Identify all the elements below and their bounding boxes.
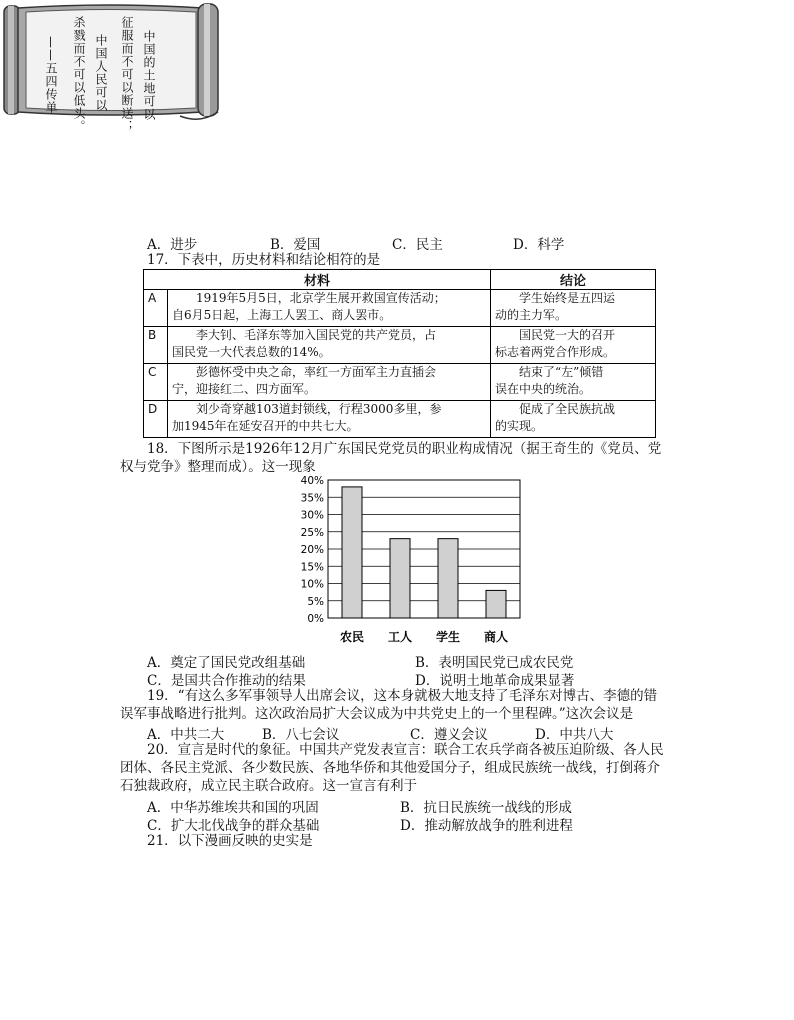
conclusion-line: 标志着两党合作形成。 (495, 345, 616, 359)
q18-option-b: B．表明国民党已成农民党 (415, 655, 574, 671)
scroll-illustration (0, 0, 224, 133)
q20-line-2: 团体、各民主党派、各少数民族、各地华侨和其他爱国分子，组成民族统一战线，打倒蒋介 (120, 760, 660, 776)
y-tick-label: 0% (307, 613, 324, 625)
y-tick-label: 35% (300, 492, 324, 505)
y-tick-label: 25% (300, 526, 324, 539)
material-line: 宁，迎接红二、四方面军。 (172, 382, 317, 396)
table-row (144, 401, 656, 438)
q18-line-1: 18．下图所示是1926年12月广东国民党党员的职业构成情况（据王奇生的《党员、党 (147, 441, 662, 457)
x-tick-label: 学生 (435, 630, 461, 644)
q16-option-b: B．爱国 (270, 237, 321, 253)
q20-option-a: A．中华苏维埃共和国的巩固 (147, 800, 319, 816)
conclusion-line: 学生始终是五四运 (519, 291, 616, 305)
conclusion-line: 结束了“左”倾错 (519, 365, 604, 379)
scroll-col-5: ——五四传单 (44, 36, 58, 114)
scroll-col-2: 征服而不可以断送； (120, 16, 134, 133)
conclusion-line: 误在中央的统治。 (495, 382, 592, 396)
q19-line-1: 19．“有这么多军事领导人出席会议，这本身就极大地支持了毛泽东对博古、李德的错 (147, 688, 658, 704)
q17-table (143, 269, 656, 438)
bar (390, 539, 410, 618)
table-row (144, 364, 656, 401)
row-label: B (144, 327, 168, 364)
scroll-graphic (0, 0, 224, 122)
q18-option-a: A．奠定了国民党改组基础 (147, 655, 306, 671)
y-tick-label: 20% (300, 544, 324, 556)
table-header-conclusion: 结论 (491, 270, 656, 290)
y-tick-label: 5% (307, 595, 324, 608)
q20-line-1: 20．宣言是时代的象征。中国共产党发表宣言：联合工农兵学商各被压迫阶级、各人民 (147, 742, 664, 758)
material-line: 自6月5日起，上海工人罢工、商人罢市。 (172, 308, 392, 322)
y-tick-label: 40% (300, 475, 324, 487)
q19-option-d: D．中共八大 (535, 727, 614, 743)
q20-line-3: 石独裁政府，成立民主联合政府。这一宣言有利于 (120, 778, 417, 794)
y-tick-label: 30% (300, 509, 324, 522)
table-header-material: 材料 (144, 270, 491, 290)
bar (438, 539, 458, 618)
q19-option-c: C．遵义会议 (410, 727, 488, 743)
material-line: 彭德怀受中央之命，率红一方面军主力直插会 (196, 365, 437, 379)
q19-option-a: A．中共二大 (147, 727, 225, 743)
bar (486, 590, 506, 618)
q19-line-2: 误军事战略进行批判。这次政治局扩大会议成为中共党史上的一个里程碑。”这次会议是 (120, 706, 634, 722)
bar (342, 487, 362, 618)
table-row (144, 327, 656, 364)
row-label: D (144, 401, 168, 438)
material-line: 加1945年在延安召开的中共七大。 (172, 419, 359, 433)
q19-option-b: B．八七会议 (262, 727, 340, 743)
x-tick-label: 农民 (339, 630, 365, 644)
q20-option-c: C．扩大北伐战争的群众基础 (147, 818, 320, 834)
material-line: 1919年5月5日，北京学生展开救国宣传活动； (196, 291, 446, 305)
row-label: A (144, 290, 168, 327)
material-line: 李大钊、毛泽东等加入国民党的共产党员，占 (196, 328, 437, 342)
q16-option-c: C．民主 (392, 237, 443, 253)
table-header-row (144, 270, 656, 290)
q18-line-2: 权与党争》整理而成）。这一现象 (120, 459, 316, 475)
row-label: C (144, 364, 168, 401)
q20-option-b: B．抗日民族统一战线的形成 (400, 800, 572, 816)
scroll-col-1: 中国的土地可以 (142, 30, 156, 121)
q16-option-d: D．科学 (513, 237, 565, 253)
conclusion-line: 促成了全民族抗战 (519, 402, 616, 416)
material-line: 国民党一大代表总数的14%。 (172, 345, 331, 359)
q18-option-c: C．是国共合作推动的结果 (147, 673, 306, 689)
q20-option-d: D．推动解放战争的胜利进程 (400, 818, 573, 834)
q18-option-d: D．说明土地革命成果显著 (415, 673, 575, 689)
y-tick-label: 10% (300, 578, 324, 591)
occupation-bar-chart (290, 474, 530, 646)
q21-stem: 21．以下漫画反映的史实是 (147, 833, 313, 849)
x-tick-label: 商人 (483, 630, 509, 644)
table-row (144, 290, 656, 327)
scroll-col-3: 中国人民可以 (94, 34, 108, 112)
conclusion-line: 动的主力军。 (495, 308, 568, 322)
q17-stem: 17．下表中，历史材料和结论相符的是 (147, 252, 381, 268)
y-tick-label: 15% (300, 561, 324, 574)
conclusion-line: 国民党一大的召开 (519, 328, 616, 342)
q16-option-a: A．进步 (147, 237, 198, 253)
scroll-col-4: 杀戮而不可以低头。 (72, 16, 86, 133)
material-line: 刘少奇穿越103道封锁线，行程3000多里，参 (196, 402, 442, 416)
x-tick-label: 工人 (387, 630, 413, 644)
conclusion-line: 的实现。 (495, 419, 544, 433)
